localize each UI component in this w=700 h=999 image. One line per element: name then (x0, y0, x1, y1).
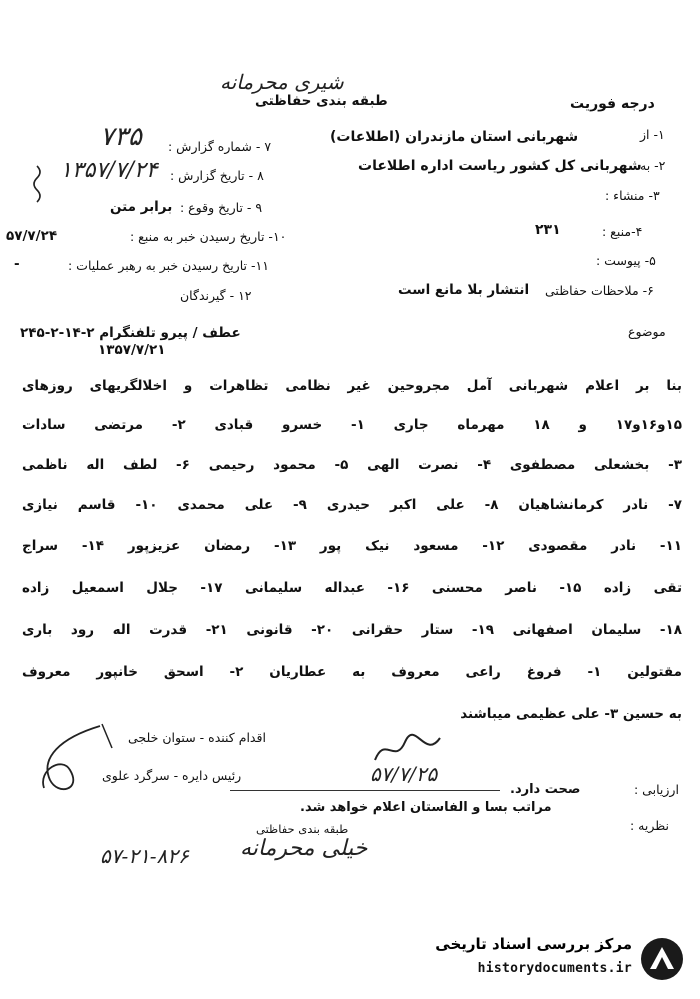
body-line: ۱۱- نادر مقصودی ۱۲- مسعود نیک پور ۱۳- رمضان عزیزپور ۱۴- سراج (22, 538, 683, 554)
to-label: ۲- به (640, 158, 666, 173)
recipients-label: ۱۲ - گیرندگان (180, 288, 252, 303)
body-line: تقی زاده ۱۵- ناصر محسنی ۱۶- عبداله سلیمانی ۱۷- جلال اسمعیل زاده (22, 580, 683, 596)
evaluation-label: ارزیابی : (634, 782, 679, 797)
ops-receipt-value: - (14, 256, 20, 272)
event-date-value: برابر متن (110, 199, 173, 215)
signature-loop-icon (30, 718, 120, 798)
opinion-value: مراتب بسا و الفاستان اعلام خواهد شد. (300, 800, 552, 815)
body-line: ۱۵و۱۶و۱۷ و ۱۸ مهرماه جاری ۱- خسرو قبادی ۲- مرتضی سادات (22, 417, 683, 433)
signature-line (230, 790, 500, 791)
department-head: رئیس دایره - سرگرد علوی (102, 768, 242, 783)
body-line: ۱۸- سلیمان اصفهانی ۱۹- ستار حقرانی ۲۰- قانونی ۲۱- قدرت اله رود باری (22, 622, 682, 638)
body-line: ۷- نادر کرمانشاهیان ۸- علی اکبر حیدری ۹- علی محمدی ۱۰- قاسم نیازی (22, 497, 682, 513)
body-line: ۳- بخشعلی مصطفوی ۴- نصرت الهی ۵- محمود رحیمی ۶- لطف اله ناظمی (22, 457, 682, 473)
body-line: بنا بر اعلام شهربانی آمل مجروحین غیر نظامی تظاهرات و اخلالگریهای روزهای (22, 378, 682, 394)
report-number-value: ۷۳۵ (100, 122, 142, 152)
notes-label: ۶- ملاحظات حفاظتی (545, 283, 654, 298)
from-value: شهربانی استان مازندران (اطلاعات) (330, 129, 579, 145)
body-line: به حسین ۳- علی عظیمی میباشند (460, 706, 682, 722)
evaluation-value: صحت دارد. (510, 782, 581, 797)
origin-label: ۳- منشاء : (605, 188, 660, 203)
handwritten-date: ۵۷/۷/۲۵ (370, 762, 438, 786)
scribble-icon (30, 164, 44, 204)
bottom-classification: طبقه بندی حفاظتی (256, 822, 349, 836)
source-value: ۲۳۱ (535, 222, 561, 238)
watermark-url: historydocuments.ir (477, 961, 632, 976)
notes-value: انتشار بلا مانع است (398, 282, 530, 298)
to-value: شهربانی کل کشور ریاست اداره اطلاعات (358, 158, 642, 174)
report-date-label: ۸ - تاریخ گزارش : (170, 168, 264, 183)
ops-receipt-label: ۱۱- تاریخ رسیدن خبر به رهبر عملیات : (68, 258, 269, 273)
priority-label: درجه فوریت (570, 96, 655, 112)
subject-line-2: ۱۳۵۷/۷/۲۱ (98, 342, 166, 358)
body-line: مقتولین ۱- فروغ راعی معروف به عطاریان ۲- اسحق خانپور معروف (22, 664, 682, 680)
top-scrawl: شیری محرمانه (220, 70, 344, 94)
source-receipt-label: ۱۰- تاریخ رسیدن خبر به منبع : (130, 229, 287, 244)
report-number-label: ۷ - شماره گزارش : (168, 139, 272, 154)
classification-label: طبقه بندی حفاظتی (255, 93, 388, 109)
bottom-number: ۵۷-۲۱-۸۲۶ (100, 844, 189, 868)
action-by: اقدام کننده - ستوان خلجی (128, 730, 266, 745)
event-date-label: ۹ - تاریخ وقوع : (180, 200, 263, 215)
from-label: ۱- از (640, 127, 665, 142)
subject-line-1: عطف / پیرو تلفنگرام ۲-۱۴-۲-۲۴۵ (20, 325, 241, 341)
opinion-label: نظریه : (630, 818, 669, 833)
source-receipt-value: ۵۷/۷/۲۴ (6, 228, 58, 244)
report-date-value: ۱۳۵۷/۷/۲۴ (60, 158, 158, 183)
source-label: ۴-منبع : (602, 224, 643, 239)
bottom-scrawl: خیلی محرمانه (240, 836, 368, 861)
watermark (415, 931, 690, 991)
margin-scribble (26, 164, 44, 204)
subject-label: موضوع (628, 324, 666, 339)
attachment-label: ۵- پیوست : (596, 253, 656, 268)
watermark-title: مرکز بررسی اسناد تاریخی (435, 935, 632, 953)
archive-logo-icon (638, 935, 686, 983)
